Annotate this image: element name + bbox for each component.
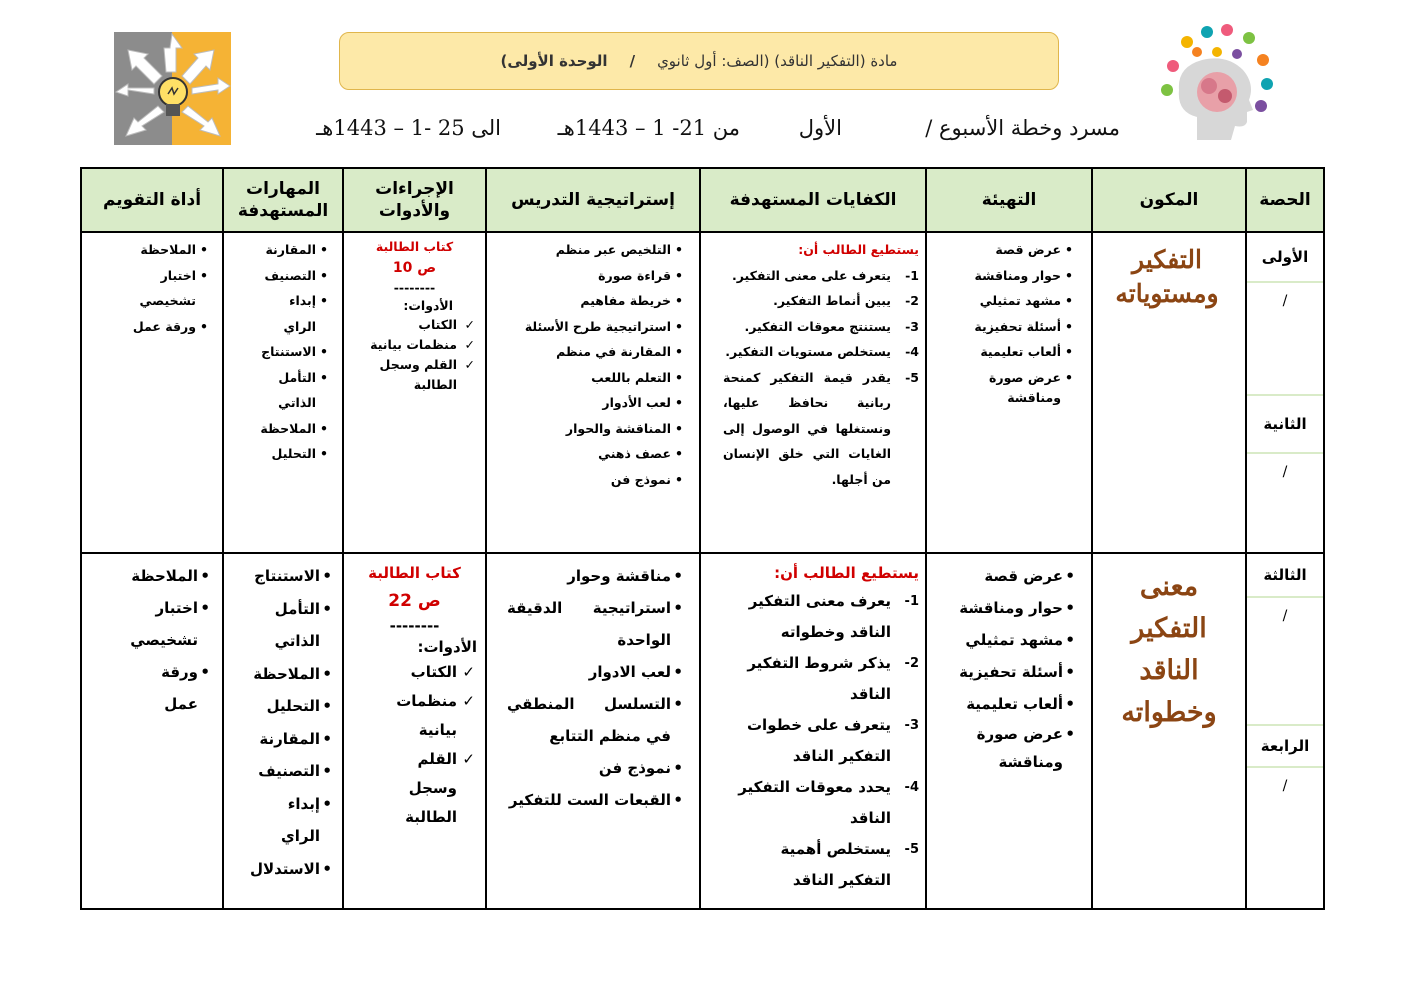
list-item: • مناقشة وحوار bbox=[507, 560, 683, 592]
list-item: • مشهد تمثيلي bbox=[957, 624, 1075, 656]
lightbulb-arrows-logo-icon bbox=[114, 32, 231, 145]
list-item bbox=[735, 710, 919, 772]
list-item: • الملاحظة bbox=[264, 416, 328, 442]
strategy-list bbox=[487, 233, 699, 492]
list-item bbox=[735, 834, 919, 896]
list-item: • المقارنة bbox=[256, 723, 332, 756]
week-to-date: الى 25 -1 – 1443هـ bbox=[316, 116, 501, 140]
item-text: يتعرف على خطوات التفكير الناقد bbox=[746, 716, 891, 765]
list-item: • عصف ذهني bbox=[487, 441, 683, 467]
assessment-list bbox=[124, 554, 222, 720]
list-item: • التعلم باللعب bbox=[487, 365, 683, 391]
list-item: • إبداء الراي bbox=[256, 788, 332, 853]
list-item bbox=[735, 772, 919, 834]
item-text: يقدر قيمة التفكير كمنحة ربانية نحافظ عليها، ونستغلها في الوصول إلى الغايات التي خلق الإنسان من أجلها. bbox=[723, 369, 891, 487]
list-item: • التصنيف bbox=[264, 263, 328, 289]
item-text: يستنتج معوقات التفكير. bbox=[744, 318, 891, 334]
item-text: يحدد معوقات التفكير الناقد bbox=[738, 778, 891, 827]
item-number: 1- bbox=[905, 267, 919, 283]
list-item: • عرض صورة ومناقشة bbox=[957, 720, 1075, 776]
list-item: • المناقشة والحوار bbox=[487, 416, 683, 442]
list-item: ✓ الكتاب bbox=[344, 315, 475, 335]
header-skills: المهارات المستهدفة bbox=[223, 168, 343, 232]
list-item: • أسئلة تحفيزية bbox=[973, 314, 1073, 340]
period-label: الرابعة bbox=[1247, 726, 1323, 768]
component-cell bbox=[1092, 553, 1246, 909]
period-slash: / bbox=[1247, 598, 1323, 726]
subject-title: مادة (التفكير الناقد) (الصف: أول ثانوي bbox=[657, 52, 898, 70]
book-page: ص 22 bbox=[388, 591, 441, 611]
list-item bbox=[723, 263, 919, 289]
competency-intro: يستطيع الطالب أن: bbox=[798, 242, 919, 257]
list-item: • استراتيجية الدقيقة الواحدة bbox=[507, 592, 683, 656]
list-item: • المقارنة bbox=[264, 237, 328, 263]
list-item: • لعب الأدوار bbox=[487, 390, 683, 416]
list-item: • الملاحظة bbox=[256, 658, 332, 691]
item-text: يذكر شروط التفكير الناقد bbox=[747, 654, 891, 703]
header-period: الحصة bbox=[1246, 168, 1324, 232]
list-item: • لعب الادوار bbox=[507, 656, 683, 688]
list-item: • أسئلة تحفيزية bbox=[957, 656, 1075, 688]
list-item: • عرض صورة ومناقشة bbox=[973, 365, 1073, 408]
list-item: • خريطة مفاهيم bbox=[487, 288, 683, 314]
warmup-list bbox=[973, 233, 1091, 408]
header-warmup: التهيئة bbox=[926, 168, 1092, 232]
tools-label: الأدوات: bbox=[417, 638, 477, 656]
assessment-cell bbox=[81, 232, 223, 553]
item-text: يعرف معنى التفكير الناقد وخطواته bbox=[748, 592, 891, 641]
list-item: • التلخيص عبر منظم bbox=[487, 237, 683, 263]
table-row bbox=[81, 553, 1324, 909]
list-item: • عرض قصة bbox=[957, 560, 1075, 592]
list-item: • القبعات الست للتفكير bbox=[507, 784, 683, 816]
list-item: • الملاحظة bbox=[124, 560, 210, 592]
list-item: ✓ القلم وسجل الطالبة bbox=[375, 745, 475, 832]
header-component: المكون bbox=[1092, 168, 1246, 232]
list-item: • مشهد تمثيلي bbox=[973, 288, 1073, 314]
header-assessment: أداة التقويم bbox=[81, 168, 223, 232]
item-number: 3- bbox=[905, 318, 919, 334]
strategy-cell bbox=[486, 232, 700, 553]
item-number: 3- bbox=[904, 718, 919, 733]
list-item: • ألعاب تعليمية bbox=[973, 339, 1073, 365]
list-item: ✓ منظمات بيانية bbox=[375, 687, 475, 745]
component-cell bbox=[1092, 232, 1246, 553]
list-item bbox=[735, 586, 919, 648]
header-procedures: الإجراءات والأدوات bbox=[343, 168, 486, 232]
tools-list bbox=[375, 658, 485, 832]
strategy-cell bbox=[486, 553, 700, 909]
book-page: ص 10 bbox=[392, 260, 437, 276]
dashes-separator: -------- bbox=[393, 280, 436, 295]
list-item: • حوار ومناقشة bbox=[957, 592, 1075, 624]
item-text: يستخلص أهمية التفكير الناقد bbox=[780, 840, 891, 889]
book-label: كتاب الطالبة bbox=[368, 564, 461, 582]
item-text: يستخلص مستويات التفكير. bbox=[725, 344, 891, 359]
assessment-list bbox=[132, 233, 222, 339]
period-slash: / bbox=[1247, 283, 1323, 396]
competencies-cell bbox=[700, 232, 926, 553]
tools-list bbox=[344, 315, 485, 395]
skills-cell bbox=[223, 232, 343, 553]
list-item bbox=[723, 288, 919, 314]
header-strategy: إستراتيجية التدريس bbox=[486, 168, 700, 232]
procedures-cell bbox=[343, 232, 486, 553]
list-item: • قراءة صورة bbox=[487, 263, 683, 289]
list-item: ✓ الكتاب bbox=[375, 658, 475, 687]
competency-list bbox=[723, 263, 919, 493]
list-item: • المقارنة في منظم bbox=[487, 339, 683, 365]
week-from-date: من 21- 1 – 1443هـ bbox=[557, 116, 740, 140]
period-label: الأولى bbox=[1247, 233, 1323, 283]
component-title: التفكير ومستوياته bbox=[1115, 245, 1219, 308]
week-title: مسرد وخطة الأسبوع / bbox=[925, 116, 1120, 140]
list-item: • الملاحظة bbox=[132, 237, 208, 263]
strategy-list bbox=[507, 554, 699, 816]
list-item: • نموذج فن bbox=[507, 752, 683, 784]
list-item: • استراتيجية طرح الأسئلة bbox=[487, 314, 683, 340]
component-title: معنى التفكير الناقد وخطواته bbox=[1121, 571, 1217, 728]
list-item bbox=[723, 314, 919, 340]
unit-title: الوحدة الأولى) bbox=[500, 52, 608, 70]
list-item: • حوار ومناقشة bbox=[973, 263, 1073, 289]
subject-banner bbox=[339, 32, 1059, 90]
skills-list bbox=[249, 554, 342, 885]
list-item: • التحليل bbox=[264, 441, 328, 467]
list-item bbox=[723, 339, 919, 365]
list-item: • اختبار تشخيصي bbox=[132, 263, 208, 314]
item-text: يبين أنماط التفكير. bbox=[773, 293, 891, 308]
book-label: كتاب الطالبة bbox=[375, 239, 454, 254]
week-name: الأول bbox=[798, 116, 842, 140]
list-item: • التصنيف bbox=[256, 755, 332, 788]
item-number: 5- bbox=[905, 369, 919, 385]
list-item: • الاستدلال bbox=[256, 853, 332, 886]
skills-cell bbox=[223, 553, 343, 909]
list-item: • التحليل bbox=[256, 690, 332, 723]
subject-separator: / bbox=[629, 52, 636, 70]
dashes-separator: -------- bbox=[389, 617, 440, 635]
list-item: • الاستنتاج bbox=[264, 339, 328, 365]
list-item: • ألعاب تعليمية bbox=[957, 688, 1075, 720]
period-cell bbox=[1246, 232, 1324, 553]
list-item: • الاستنتاج bbox=[256, 560, 332, 593]
item-number: 2- bbox=[904, 656, 919, 671]
assessment-cell bbox=[81, 553, 223, 909]
competency-list bbox=[735, 586, 919, 896]
list-item: • التأمل الذاتي bbox=[256, 593, 332, 658]
skills-list bbox=[260, 233, 342, 467]
list-item: ✓ القلم وسجل الطالبة bbox=[377, 355, 475, 395]
list-item: • ورقة عمل bbox=[124, 656, 210, 720]
brain-head-logo-icon bbox=[1157, 22, 1279, 144]
tools-label: الأدوات: bbox=[403, 298, 453, 313]
list-item: • التأمل الذاتي bbox=[264, 365, 328, 416]
weekly-plan-table bbox=[80, 167, 1325, 910]
period-slash: / bbox=[1282, 778, 1288, 794]
warmup-list bbox=[957, 554, 1091, 776]
item-number: 2- bbox=[905, 293, 919, 308]
list-item: • نموذج فن bbox=[487, 467, 683, 493]
list-item bbox=[735, 648, 919, 710]
competencies-cell bbox=[700, 553, 926, 909]
warmup-cell bbox=[926, 553, 1092, 909]
list-item bbox=[723, 365, 919, 493]
period-cell bbox=[1246, 553, 1324, 909]
period-slash: / bbox=[1282, 464, 1288, 480]
list-item: ✓ منظمات بيانية bbox=[344, 335, 475, 355]
item-text: يتعرف على معنى التفكير. bbox=[731, 267, 891, 283]
list-item: • اختبار تشخيصي bbox=[124, 592, 210, 656]
item-number: 4- bbox=[905, 344, 919, 359]
item-number: 4- bbox=[904, 780, 919, 795]
period-label: الثالثة bbox=[1247, 554, 1323, 598]
warmup-cell bbox=[926, 232, 1092, 553]
procedures-cell bbox=[343, 553, 486, 909]
list-item: • التسلسل المنطقي في منظم التتابع bbox=[507, 688, 683, 752]
list-item: • عرض قصة bbox=[973, 237, 1073, 263]
table-header-row bbox=[81, 168, 1324, 232]
list-item: • ورقة عمل bbox=[132, 314, 208, 340]
header-competencies: الكفايات المستهدفة bbox=[700, 168, 926, 232]
week-info-line bbox=[280, 116, 1120, 150]
item-number: 5- bbox=[904, 842, 919, 857]
period-label: الثانية bbox=[1247, 396, 1323, 454]
item-number: 1- bbox=[904, 594, 919, 609]
list-item: • إبداء الراي bbox=[264, 288, 328, 339]
competency-intro: يستطيع الطالب أن: bbox=[774, 564, 919, 582]
table-row bbox=[81, 232, 1324, 553]
